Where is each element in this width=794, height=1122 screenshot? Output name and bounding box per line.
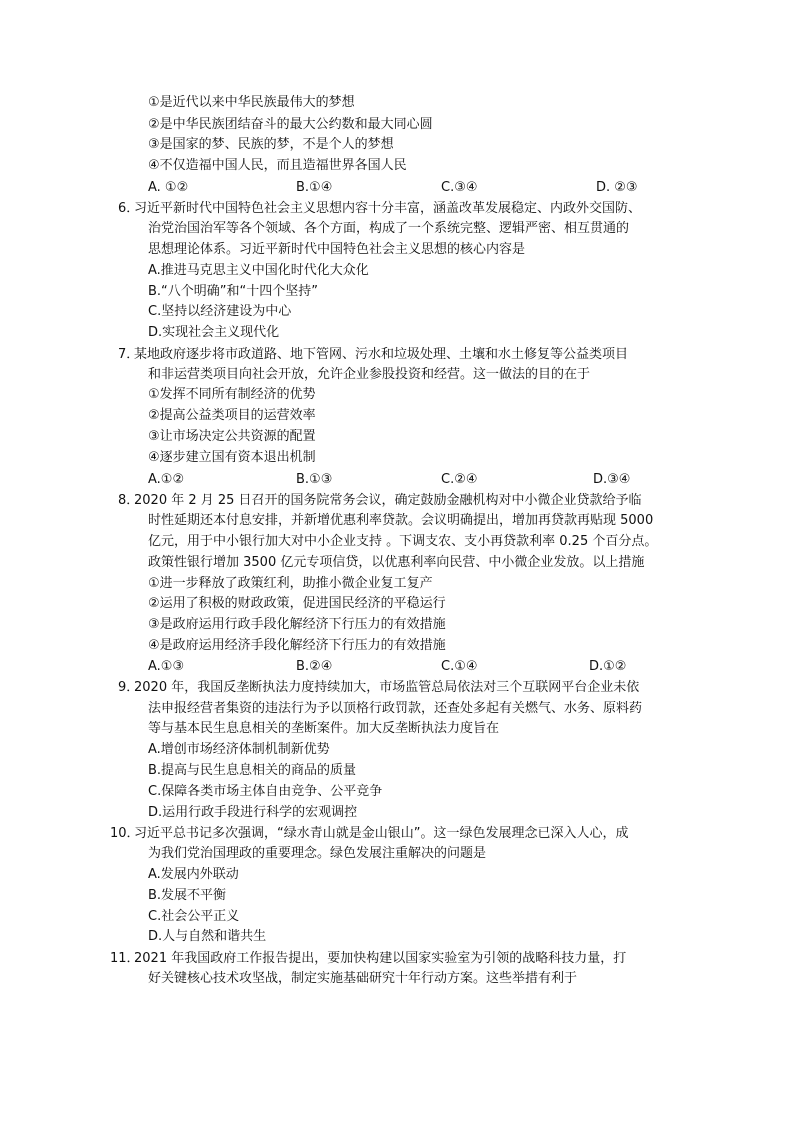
q8-choice-c: C.①④	[441, 659, 478, 674]
q11-stem-1: 2021 年我国政府工作报告提出，要加快构建以国家实验室为引领的战略科技力量，打	[134, 951, 627, 966]
q8-choice-d: D.①②	[589, 659, 627, 674]
q7-choice-c: C.②④	[441, 472, 478, 487]
q9-stem-3: 等与基本民生息息相关的垄断案件。加大反垄断执法力度旨在	[148, 721, 500, 736]
q10-option-c: C.社会公平正义	[148, 909, 240, 924]
q7-item-4: ④逐步建立国有资本退出机制	[148, 450, 316, 465]
q5-item-3: ③是国家的梦、民族的梦，不是个人的梦想	[148, 137, 394, 152]
q5-item-1: ①是近代以来中华民族最伟大的梦想	[148, 95, 355, 110]
q8-stem-3: 亿元，用于中小银行加大对中小企业支持 。下调支农、支小再贷款利率 0.25 个百分点。	[148, 534, 658, 549]
q8-stem-2: 时性延期还本付息安排，并新增优惠利率贷款。会议明确提出，增加再贷款再贴现 5000	[148, 513, 654, 528]
q7-stem-1: 某地政府逐步将市政道路、地下管网、污水和垃圾处理、土壤和水土修复等公益类项目	[134, 347, 629, 362]
q6-option-b: B.“八个明确”和“十四个坚持”	[148, 284, 318, 299]
q8-stem-1: 2020 年 2 月 25 日召开的国务院常务会议，确定鼓励金融机构对中小微企业贷款给予临	[134, 493, 642, 508]
q7-choice-b: B.①③	[296, 472, 333, 487]
q10-option-d: D.人与自然和谐共生	[148, 929, 267, 944]
q7-item-1: ①发挥不同所有制经济的优势	[148, 387, 316, 402]
q10-stem-1: 习近平总书记多次强调，“绿水青山就是金山银山”。这一绿色发展理念已深入人心，成	[134, 826, 629, 841]
q8-number: 8．	[118, 493, 140, 508]
q5-choice-b: B.①④	[296, 180, 333, 195]
q6-stem-1: 习近平新时代中国特色社会主义思想内容十分丰富，涵盖改革发展稳定、内政外交国防、	[134, 201, 642, 216]
q10-stem-2: 为我们党治国理政的重要理念。绿色发展注重解决的问题是	[148, 846, 487, 861]
q7-item-2: ②提高公益类项目的运营效率	[148, 408, 316, 423]
q6-option-a: A.推进马克思主义中国化时代化大众化	[148, 263, 369, 278]
q10-number: 10．	[110, 826, 140, 841]
q9-option-c: C.保障各类市场主体自由竞争、公平竞争	[148, 784, 383, 799]
q5-choice-d: D. ②③	[596, 180, 638, 195]
q5-choice-a: A. ①②	[148, 180, 189, 195]
q10-option-a: A.发展内外联动	[148, 867, 239, 882]
q7-choice-d: D.③④	[593, 472, 631, 487]
q8-item-4: ④是政府运用经济手段化解经济下行压力的有效措施	[148, 638, 446, 653]
q11-stem-2: 好关键核心技术攻坚战，制定实施基础研究十年行动方案。这些举措有利于	[148, 971, 578, 986]
q6-stem-3: 思想理论体系。习近平新时代中国特色社会主义思想的核心内容是	[148, 242, 526, 257]
q8-choice-a: A.①③	[148, 659, 185, 674]
q9-option-d: D.运用行政手段进行科学的宏观调控	[148, 805, 358, 820]
q8-choice-b: B.②④	[296, 659, 333, 674]
q7-number: 7．	[118, 347, 140, 362]
q6-number: 6．	[118, 201, 140, 216]
q9-number: 9．	[118, 680, 140, 695]
q7-choices	[148, 471, 648, 488]
q6-stem-2: 治党治国治军等各个领域、各个方面，构成了一个系统完整、逻辑严密、相互贯通的	[148, 221, 630, 236]
q6-option-d: D.实现社会主义现代化	[148, 325, 280, 340]
q5-choice-c: C.③④	[441, 180, 478, 195]
q5-item-4: ④不仅造福中国人民，而且造福世界各国人民	[148, 158, 407, 173]
q7-choice-a: A.①②	[148, 472, 185, 487]
q9-option-b: B.提高与民生息息相关的商品的质量	[148, 763, 357, 778]
q5-item-2: ②是中华民族团结奋斗的最大公约数和最大同心圆	[148, 117, 433, 132]
q7-stem-2: 和非运营类项目向社会开放，允许企业参股投资和经营。这一做法的目的在于	[148, 367, 591, 382]
q11-number: 11．	[110, 951, 140, 966]
q6-option-c: C.坚持以经济建设为中心	[148, 304, 292, 319]
q9-option-a: A.增创市场经济体制机制新优势	[148, 742, 330, 757]
q9-stem-1: 2020 年，我国反垄断执法力度持续加大，市场监管总局依法对三个互联网平台企业未依	[134, 680, 640, 695]
q8-item-2: ②运用了积极的财政政策，促进国民经济的平稳运行	[148, 596, 446, 611]
q9-stem-2: 法申报经营者集资的违法行为予以顶格行政罚款，还查处多起有关燃气、水务、原料药	[148, 701, 643, 716]
q7-item-3: ③让市场决定公共资源的配置	[148, 429, 316, 444]
q8-stem-4: 政策性银行增加 3500 亿元专项信贷，以优惠利率向民营、中小微企业发放。以上措施	[148, 555, 645, 570]
q8-choices	[148, 658, 648, 675]
q8-item-3: ③是政府运用行政手段化解经济下行压力的有效措施	[148, 617, 446, 632]
q5-choices	[148, 179, 648, 196]
q8-item-1: ①进一步释放了政策红利，助推小微企业复工复产	[148, 576, 433, 591]
q10-option-b: B.发展不平衡	[148, 888, 227, 903]
